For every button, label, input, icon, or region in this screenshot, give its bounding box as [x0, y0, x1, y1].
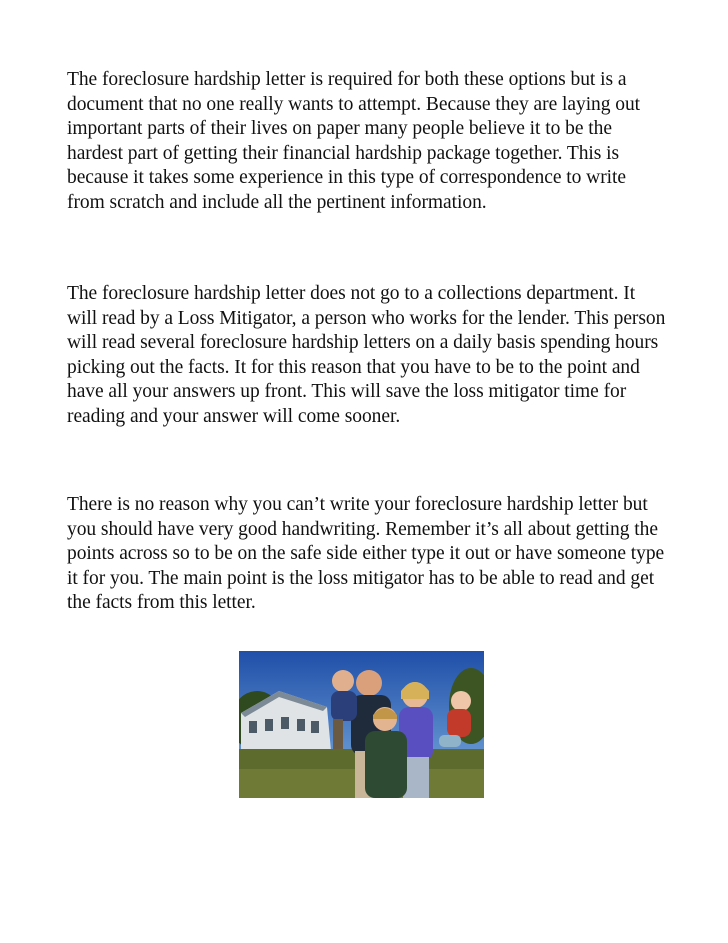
paragraph-1: The foreclosure hardship letter is required for both these options but is a document that no one really wants to attempt. Because they are laying out important parts of their lives on paper many people believe it to be the hardest part of getting their financial hardship package together. This is because it takes some experience in this type of correspondence to write from scratch and include all the pertinent information. — [67, 69, 641, 213]
paragraph-3: There is no reason why you can’t write your foreclosure hardship letter but you should have very good handwriting. Remember it’s all about getting the points across so to be on the safe side either type it out or have someone type it for you. The main point is the loss mitigator has to be able to read and get the facts from this letter. — [67, 494, 665, 613]
family-photo — [239, 651, 484, 798]
paragraph-2: The foreclosure hardship letter does not go to a collections department. It will read by a Loss Mitigator, a person who works for the lender. This person will read several foreclosure hardship letters on a daily basis spending hours picking out the facts. It for this reason that you have to be to the point and have all your answers up front. This will save the loss mitigator time for reading and your answer will come sooner. — [67, 283, 666, 427]
